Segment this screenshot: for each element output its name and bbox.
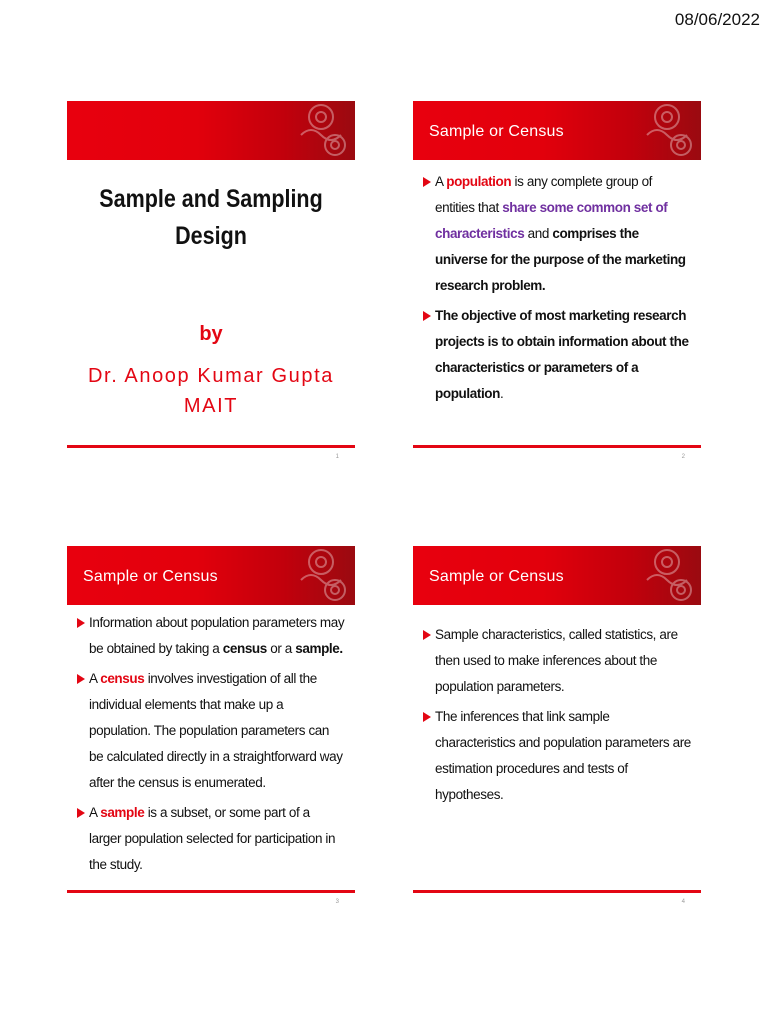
slide-heading: Sample or Census: [83, 568, 218, 585]
title-line-1: Sample and Sampling: [99, 185, 323, 213]
slide-content: [423, 622, 691, 812]
print-date: 08/06/2022: [674, 10, 760, 29]
floral-ornament-icon: [291, 101, 351, 160]
institute-name: MAIT: [183, 395, 239, 417]
slide-heading: Sample or Census: [429, 568, 564, 585]
slide-banner: [413, 101, 701, 160]
triangle-right-icon: [423, 630, 431, 640]
bullet-item: The inferences that link sample characteristics and population parameters are estimation procedures and tests of hypotheses.: [423, 704, 691, 808]
slide-1: [67, 101, 355, 461]
floral-ornament-icon: [637, 101, 697, 160]
slide-number: 3: [335, 899, 339, 905]
triangle-right-icon: [423, 311, 431, 321]
slide-number: 1: [335, 454, 339, 460]
slide-number: 4: [681, 899, 685, 905]
bullet-item: A sample is a subset, or some part of a larger population selected for participation in the study.: [77, 800, 345, 878]
triangle-right-icon: [77, 618, 85, 628]
bullet-item: Sample characteristics, called statistics, are then used to make inferences about the population parameters.: [423, 622, 691, 700]
triangle-right-icon: [77, 808, 85, 818]
slide-2: [413, 101, 701, 461]
triangle-right-icon: [77, 674, 85, 684]
author-block: [67, 361, 355, 421]
slide-4: [413, 546, 701, 906]
slide-content: [77, 610, 345, 882]
slide-footer-rule: [67, 445, 355, 448]
floral-ornament-icon: [637, 546, 697, 605]
slide-footer-rule: [67, 890, 355, 893]
slide-banner: [67, 546, 355, 605]
bullet-item: A census involves investigation of all the individual elements that make up a population. The population parameters can be calculated directly in a straightforward way after the census is enumerated.: [77, 666, 345, 796]
bullet-item: Information about population parameters may be obtained by taking a census or a sample.: [77, 610, 345, 662]
slide-content: [423, 169, 691, 411]
slide-number: 2: [681, 454, 685, 460]
slide-banner: [67, 101, 355, 160]
triangle-right-icon: [423, 177, 431, 187]
slide-banner: [413, 546, 701, 605]
bullet-item: A population is any complete group of entities that share some common set of characteristics and comprises the universe for the purpose of the marketing research problem.: [423, 169, 691, 299]
slide-3: [67, 546, 355, 906]
by-label: by: [199, 323, 223, 345]
bullet-item: The objective of most marketing research projects is to obtain information about the characteristics or parameters of a population.: [423, 303, 691, 407]
slide-footer-rule: [413, 890, 701, 893]
title-line-2: Design: [175, 222, 247, 250]
slide-title: [87, 181, 335, 255]
floral-ornament-icon: [291, 546, 351, 605]
slide-heading: Sample or Census: [429, 123, 564, 140]
slide-footer-rule: [413, 445, 701, 448]
triangle-right-icon: [423, 712, 431, 722]
author-name: Dr. Anoop Kumar Gupta: [88, 365, 334, 387]
